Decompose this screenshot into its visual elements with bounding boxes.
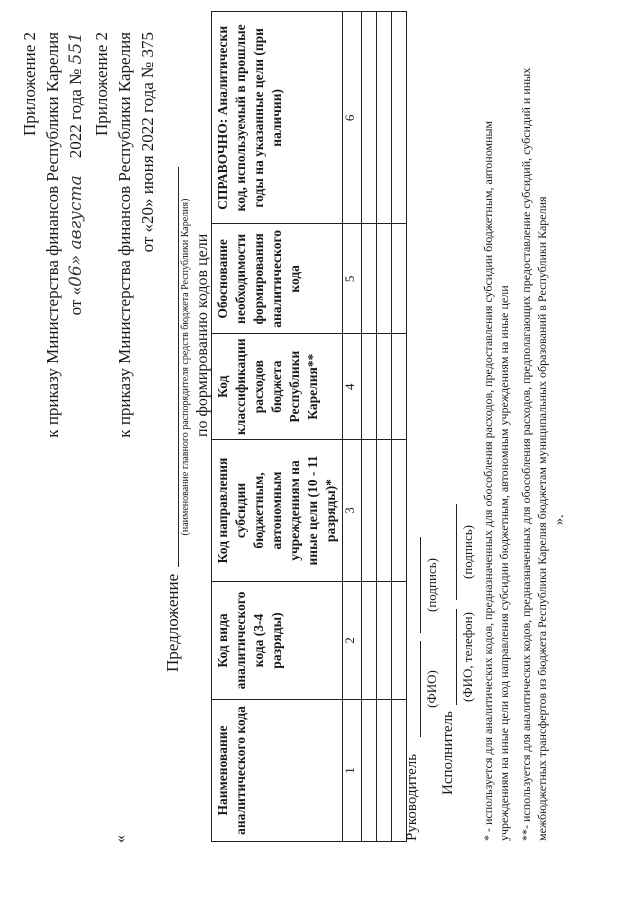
table-cell xyxy=(377,582,392,700)
table-cell xyxy=(377,700,392,842)
table-cell xyxy=(392,224,407,334)
table-cell xyxy=(377,334,392,440)
appendix-1-date-suffix: 2022 года № xyxy=(66,68,85,159)
codes-table xyxy=(211,11,407,842)
head-sign-caption: (подпись) xyxy=(424,558,439,612)
column-number-cell: 2 xyxy=(343,582,362,700)
head-fio-line xyxy=(420,641,421,737)
appendix-1-date-line xyxy=(66,32,86,315)
handwritten-date: 06» августа xyxy=(66,175,86,287)
table-cell xyxy=(377,440,392,582)
table-header-cell: Код классификации расходов бюджета Республики Карелия** xyxy=(212,334,343,440)
executor-fio-line xyxy=(456,609,457,705)
table-cell xyxy=(392,12,407,224)
table-cell xyxy=(362,224,377,334)
proposal-title: Предложение xyxy=(163,573,182,672)
table-row xyxy=(392,12,407,842)
footnote-1: * - используется для аналитических кодов, предназначенных для обособления расходов, предоставления субсидии бюджетным, автономным учреждениям на иные цели код направления субсидии бюджетным, автономным учреждениям на иные цели xyxy=(481,120,511,841)
column-number-cell: 1 xyxy=(343,700,362,842)
executor-sign-caption: (подпись) xyxy=(460,525,475,579)
handwritten-order-number: 551 xyxy=(66,32,86,65)
executor-sign-line xyxy=(456,504,457,600)
table-cell xyxy=(362,440,377,582)
table-row xyxy=(362,12,377,842)
executor-fio-caption: (ФИО, телефон) xyxy=(460,612,475,702)
table-cell xyxy=(362,12,377,224)
table-cell xyxy=(392,582,407,700)
table-cell xyxy=(362,334,377,440)
table-header-cell: СПРАВОЧНО: Аналитически код, используемый в прошлые годы на указанные цели (при наличии) xyxy=(212,12,343,224)
opening-quote: « xyxy=(112,835,129,843)
column-number-cell: 6 xyxy=(343,12,362,224)
table-cell xyxy=(392,440,407,582)
table-cell xyxy=(362,582,377,700)
table-header-cell: Наименование аналитического кода xyxy=(212,700,343,842)
head-label: Руководитель xyxy=(404,753,420,841)
column-number-cell: 4 xyxy=(343,334,362,440)
appendix-1-title: Приложение 2 xyxy=(20,32,39,136)
column-number-cell: 5 xyxy=(343,224,362,334)
appendix-2-title: Приложение 2 xyxy=(92,32,111,136)
table-header-cell: Код вида аналитического кода (3-4 разряды) xyxy=(212,582,343,700)
appendix-1-order: к приказу Министерства финансов Республики Карелия xyxy=(43,32,62,438)
table-cell xyxy=(377,224,392,334)
table-row xyxy=(377,12,392,842)
appendix-2-order: к приказу Министерства финансов Республики Карелия xyxy=(115,32,134,438)
appendix-2-date: от «20» июня 2022 года № 375 xyxy=(138,32,157,253)
closing-quote: ». xyxy=(552,514,567,525)
column-number-cell: 3 xyxy=(343,440,362,582)
column-number-row xyxy=(343,12,362,842)
table-header-cell: Код направления субсидии бюджетным, автономным учреждениям на иные цели (10 - 11 разряды)* xyxy=(212,440,343,582)
table-cell xyxy=(362,700,377,842)
proposal-subtitle: по формированию кодов цели xyxy=(194,233,211,437)
table-cell xyxy=(377,12,392,224)
executor-label: Исполнитель xyxy=(440,711,456,795)
appendix-1-date-prefix: от « xyxy=(66,286,85,316)
table-header-cell: Обоснование необходимости формирования аналитического кода xyxy=(212,224,343,334)
title-caption: (наименование главного распорядителя средств бюджета Республики Карелия) xyxy=(180,198,191,536)
head-fio-caption: (ФИО) xyxy=(424,670,439,708)
head-sign-line xyxy=(420,537,421,633)
title-underline xyxy=(178,167,179,567)
footnote-2: **- используется для аналитических кодов, предназначенных для обособления расходов, предполагающих предоставление субсидий, субсидий и иных межбюджетных трансфертов из бюджета Республики Карелия бюджетам муниципальных образований в Республики Карелия xyxy=(519,67,549,841)
table-cell xyxy=(392,334,407,440)
table-header-row xyxy=(212,12,343,842)
